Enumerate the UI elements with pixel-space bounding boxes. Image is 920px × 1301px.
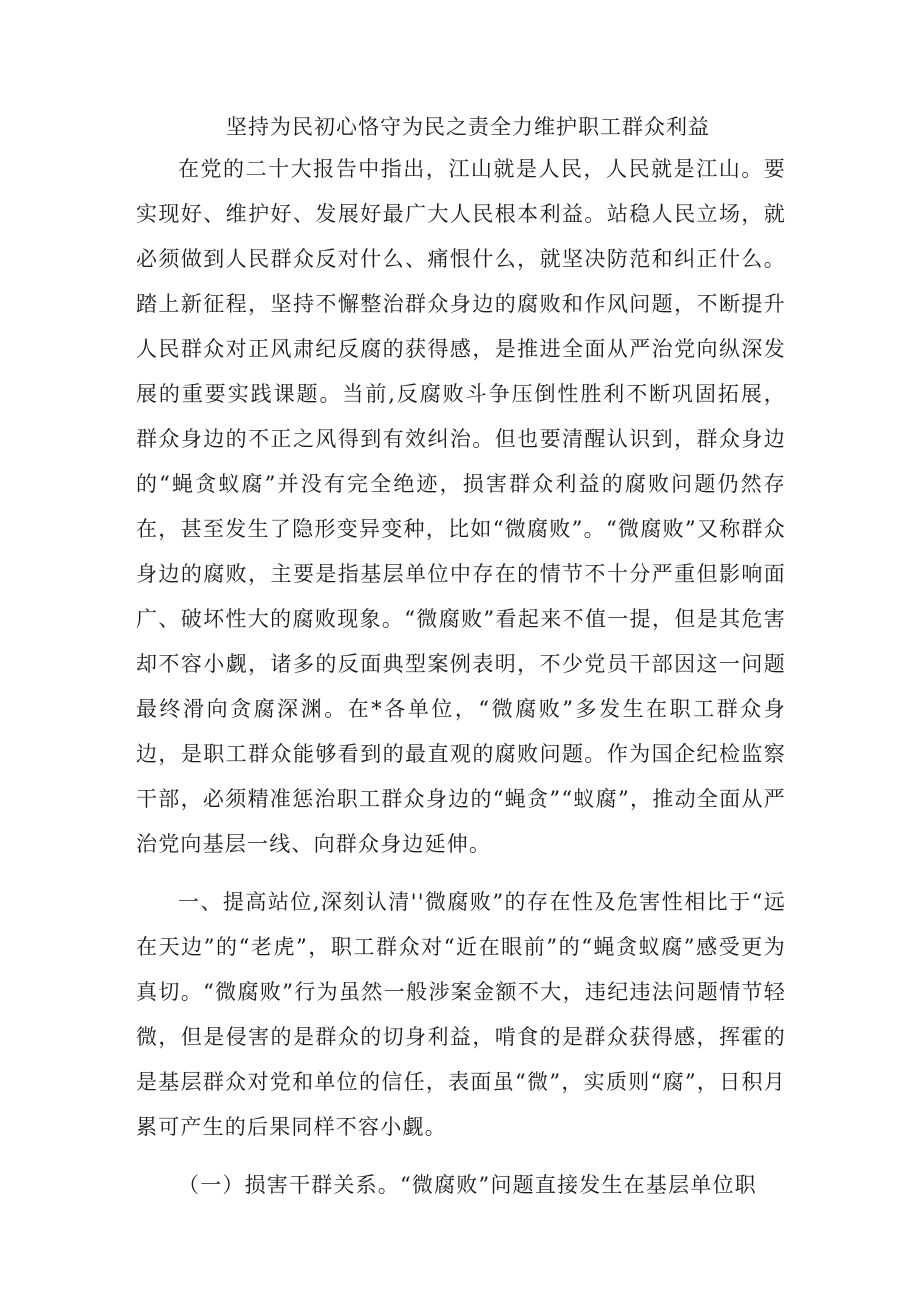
document-page [136,112,786,1208]
paragraph-intro: 在党的二十大报告中指出，江山就是人民，人民就是江山。要实现好、维护好、发展好最广大人民根本利益。站稳人民立场，就必须做到人民群众反对什么、痛恨什么，就坚决防范和纠正什么。踏上新征程，坚持不懈整治群众身边的腐败和作风问题，不断提升人民群众对正风肃纪反腐的获得感，是推进全面从严治党向纵深发展的重要实践课题。当前,反腐败斗争压倒性胜利不断巩固拓展，群众身边的不正之风得到有效纠治。但也要清醒认识到，群众身边的“蝇贪蚁腐”并没有完全绝迹，损害群众利益的腐败问题仍然存在，甚至发生了隐形变异变种，比如“微腐败”。“微腐败”又称群众身边的腐败，主要是指基层单位中存在的情节不十分严重但影响面广、破坏性大的腐败现象。“微腐败”看起来不值一提，但是其危害却不容小觑，诸多的反面典型案例表明，不少党员干部因这一问题最终滑向贪腐深渊。在*各单位，“微腐败”多发生在职工群众身边，是职工群众能够看到的最直观的腐败问题。作为国企纪检监察干部，必须精准惩治职工群众身边的“蝇贪”“蚁腐”，推动全面从严治党向基层一线、向群众身边延伸。 [136,157,786,856]
paragraph-subsection-1: （一）损害干群关系。“微腐败”问题直接发生在基层单位职 [178,1173,757,1197]
document-title: 坚持为民初心恪守为民之责全力维护职工群众利益 [226,115,710,139]
paragraph-section-1: 一、提高站位,深刻认清''微腐败”的存在性及危害性相比于“远在天边”的“老虎”，职工群众对“近在眼前”的“蝇贪蚁腐”感受更为真切。“微腐败”行为虽然一般涉案金额不大，违纪违法问题情节轻微，但是侵害的是群众的切身利益，啃食的是群众获得感，挥霍的是基层群众对党和单位的信任，表面虽“微”，实质则“腐”，日积月累可产生的后果同样不容小觑。 [136,890,786,1139]
